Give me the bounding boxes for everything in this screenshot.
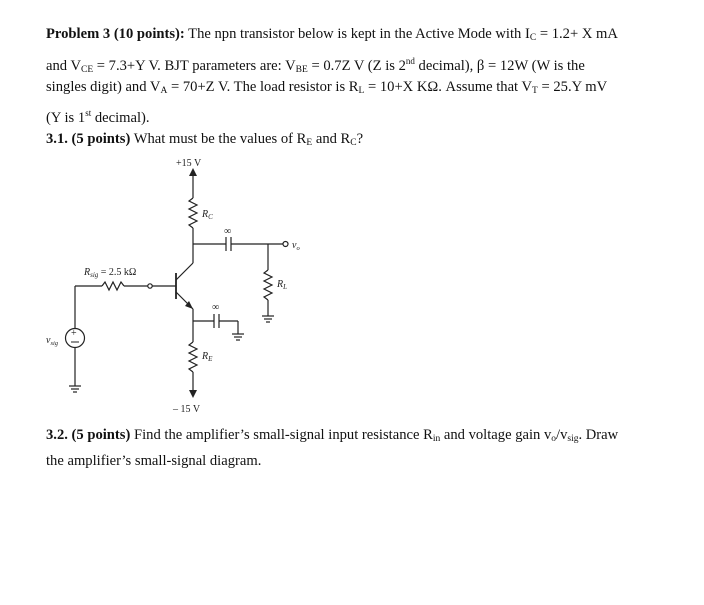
rl-resistor <box>264 270 272 300</box>
part2-question: 3.2. (5 points) Find the amplifier’s small-signal input resistance $R_{in}$ and voltage gain $v_o/v_{sig}$. Draw <box>46 427 619 444</box>
problem-line-3: singles digit) and $V_A = 70+Z$ V. The load resistor is $R_L = 10+X$ KΩ. Assume that $V_T = 25.Y$ mV <box>46 79 608 96</box>
re-resistor <box>189 342 197 372</box>
vsig-plus: + <box>71 328 77 339</box>
problem-line-4: (Y is 1st decimal). <box>46 108 150 126</box>
cap-e-label: ∞ <box>212 302 220 313</box>
re-label: $R_E$ <box>202 351 213 363</box>
vee-arrow <box>189 390 197 398</box>
vsig-label: $v_{sig}$ <box>46 335 59 347</box>
part1-question: 3.1. (5 points) What must be the values of $R_E$ and $R_C$? <box>46 131 364 148</box>
rsig-resistor <box>102 282 124 290</box>
vee-label: – 15 V <box>173 404 201 415</box>
part2-line-2: the amplifier’s small-signal diagram. <box>46 453 262 469</box>
problem-heading: Problem 3 (10 points): <box>46 26 185 42</box>
rl-label: $R_L$ <box>277 279 288 291</box>
part1-label: 3.1. (5 points) <box>46 131 131 147</box>
base-terminal <box>148 284 152 288</box>
part2-label: 3.2. (5 points) <box>46 427 131 443</box>
rsig-label: $R_{sig} = 2.5$ kΩ <box>84 267 137 279</box>
vo-label: $v_o$ <box>292 240 300 252</box>
bjt-collector-lead <box>176 263 193 280</box>
vcc-arrow <box>189 168 197 176</box>
vcc-label: +15 V <box>176 158 202 169</box>
rc-resistor <box>189 198 197 228</box>
problem-line-2: and $V_{CE} = 7.3+Y$ V. BJT parameters are: $V_{BE} = 0.7Z$ V (Z is 2nd decimal), β = 12W (W is the <box>46 56 585 75</box>
cap-out-label: ∞ <box>224 226 232 237</box>
rc-label: $R_C$ <box>202 209 213 221</box>
problem-line-1: Problem 3 (10 points): The npn transistor below is kept in the Active Mode with $I_C = 1.2+ X$ mA <box>46 26 618 43</box>
output-terminal <box>283 242 288 247</box>
